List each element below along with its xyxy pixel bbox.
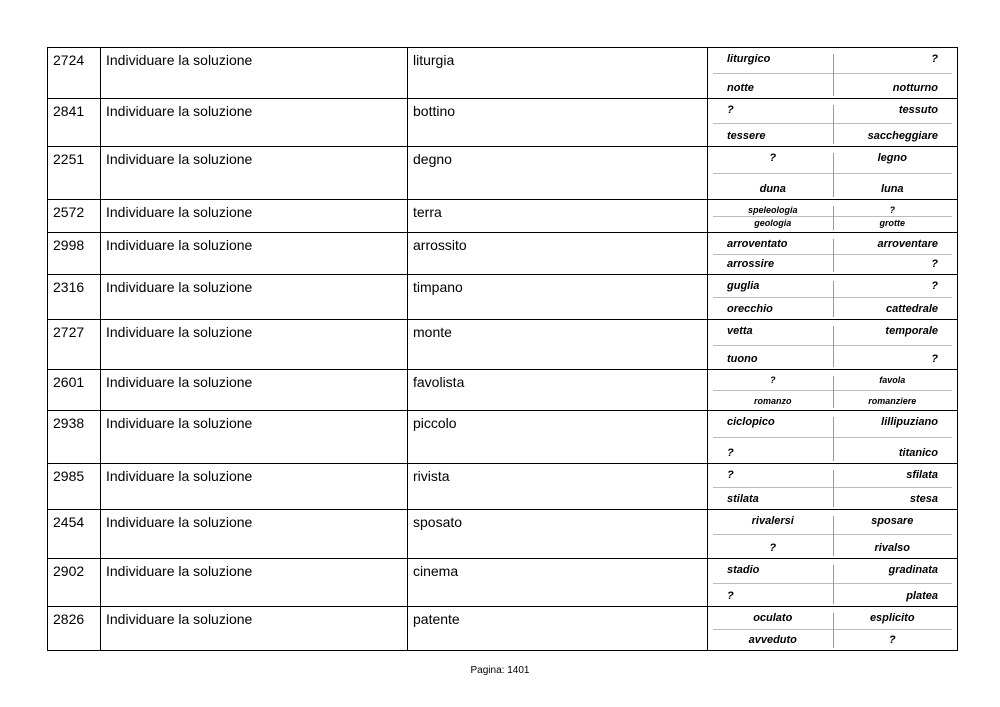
question-id: 2938 bbox=[48, 411, 101, 464]
question-word: arrossito bbox=[408, 233, 708, 275]
puzzle-cell bbox=[708, 320, 958, 370]
analogy-term-tl: ciclopico bbox=[727, 415, 775, 428]
table-row bbox=[48, 370, 958, 411]
analogy-term-br: titanico bbox=[898, 446, 938, 459]
analogy-term-bl: ? bbox=[769, 541, 777, 554]
analogy-grid bbox=[713, 371, 952, 410]
analogy-term-tr: legno bbox=[877, 151, 907, 164]
question-word: timpano bbox=[408, 275, 708, 320]
puzzle-cell bbox=[708, 510, 958, 559]
analogy-term-tr: temporale bbox=[885, 324, 938, 337]
analogy-grid bbox=[713, 412, 952, 463]
analogy-term-bl: romanzo bbox=[753, 395, 792, 406]
analogy-term-tl: stadio bbox=[727, 563, 760, 576]
analogy-term-tr: sfilata bbox=[906, 468, 938, 481]
analogy-term-tl: ? bbox=[727, 103, 734, 116]
question-task: Individuare la soluzione bbox=[101, 200, 408, 233]
analogy-term-br: cattedrale bbox=[886, 302, 938, 315]
analogy-term-bl: tuono bbox=[727, 352, 758, 365]
question-task: Individuare la soluzione bbox=[101, 99, 408, 147]
table-row bbox=[48, 147, 958, 200]
analogy-term-br: grotte bbox=[879, 217, 905, 228]
table-row bbox=[48, 275, 958, 320]
analogy-term-br: luna bbox=[880, 182, 904, 195]
puzzle-cell bbox=[708, 411, 958, 464]
analogy-term-bl: ? bbox=[727, 589, 734, 602]
question-word: terra bbox=[408, 200, 708, 233]
analogy-grid bbox=[713, 511, 952, 558]
puzzle-cell bbox=[708, 200, 958, 233]
question-id: 2601 bbox=[48, 370, 101, 411]
table-row bbox=[48, 464, 958, 510]
analogy-term-bl: geologia bbox=[754, 217, 792, 228]
question-task: Individuare la soluzione bbox=[101, 147, 408, 200]
question-task: Individuare la soluzione bbox=[101, 411, 408, 464]
question-word: piccolo bbox=[408, 411, 708, 464]
question-id: 2454 bbox=[48, 510, 101, 559]
question-word: liturgia bbox=[408, 48, 708, 99]
question-task: Individuare la soluzione bbox=[101, 320, 408, 370]
question-task: Individuare la soluzione bbox=[101, 607, 408, 651]
analogy-term-tr: ? bbox=[931, 52, 938, 65]
question-id: 2841 bbox=[48, 99, 101, 147]
puzzle-cell bbox=[708, 147, 958, 200]
question-id: 2985 bbox=[48, 464, 101, 510]
analogy-term-br: stesa bbox=[909, 492, 938, 505]
question-id: 2724 bbox=[48, 48, 101, 99]
analogy-grid bbox=[713, 49, 952, 98]
question-word: rivista bbox=[408, 464, 708, 510]
analogy-grid bbox=[713, 276, 952, 319]
question-word: sposato bbox=[408, 510, 708, 559]
table-row bbox=[48, 607, 958, 651]
analogy-term-bl: avveduto bbox=[748, 633, 797, 646]
analogy-term-br: ? bbox=[888, 633, 896, 646]
analogy-term-tl: guglia bbox=[727, 279, 760, 292]
analogy-term-bl: tessere bbox=[727, 129, 766, 142]
analogy-term-bl: ? bbox=[727, 446, 734, 459]
puzzle-cell bbox=[708, 607, 958, 651]
quiz-table bbox=[47, 47, 958, 651]
analogy-term-tr: lillipuziano bbox=[881, 415, 938, 428]
table-row bbox=[48, 233, 958, 275]
question-id: 2998 bbox=[48, 233, 101, 275]
puzzle-cell bbox=[708, 48, 958, 99]
grid-divider bbox=[833, 326, 834, 367]
grid-divider bbox=[833, 54, 834, 96]
analogy-term-tr: tessuto bbox=[898, 103, 938, 116]
analogy-term-bl: arrossire bbox=[727, 257, 775, 270]
grid-divider bbox=[833, 470, 834, 507]
analogy-grid bbox=[713, 201, 952, 232]
analogy-term-tr: ? bbox=[931, 279, 938, 292]
analogy-term-bl: duna bbox=[759, 182, 786, 195]
question-id: 2251 bbox=[48, 147, 101, 200]
table-row bbox=[48, 411, 958, 464]
page-number: Pagina: 1401 bbox=[470, 665, 530, 676]
analogy-term-bl: stilata bbox=[727, 492, 759, 505]
analogy-grid bbox=[713, 465, 952, 509]
table-row bbox=[48, 200, 958, 233]
analogy-term-tl: ? bbox=[770, 374, 776, 385]
analogy-grid bbox=[713, 560, 952, 606]
analogy-term-br: platea bbox=[906, 589, 938, 602]
table-row bbox=[48, 510, 958, 559]
question-id: 2316 bbox=[48, 275, 101, 320]
analogy-term-tl: vetta bbox=[727, 324, 753, 337]
question-task: Individuare la soluzione bbox=[101, 559, 408, 607]
puzzle-cell bbox=[708, 559, 958, 607]
analogy-term-br: rivalso bbox=[874, 541, 910, 554]
analogy-term-tl: ? bbox=[769, 151, 777, 164]
analogy-term-tl: ? bbox=[727, 468, 734, 481]
question-word: patente bbox=[408, 607, 708, 651]
analogy-term-br: ? bbox=[931, 352, 938, 365]
question-word: cinema bbox=[408, 559, 708, 607]
table-row bbox=[48, 48, 958, 99]
puzzle-cell bbox=[708, 99, 958, 147]
analogy-grid bbox=[713, 148, 952, 199]
analogy-term-br: romanziere bbox=[868, 395, 917, 406]
table-row bbox=[48, 99, 958, 147]
analogy-term-tl: oculato bbox=[753, 611, 793, 624]
grid-divider bbox=[833, 281, 834, 317]
table-row bbox=[48, 559, 958, 607]
grid-divider bbox=[833, 105, 834, 144]
analogy-grid bbox=[713, 608, 952, 650]
analogy-term-tr: arroventare bbox=[877, 237, 938, 250]
analogy-term-tl: rivalersi bbox=[751, 514, 794, 527]
grid-divider bbox=[833, 417, 834, 461]
question-task: Individuare la soluzione bbox=[101, 48, 408, 99]
analogy-term-tr: gradinata bbox=[888, 563, 938, 576]
puzzle-cell bbox=[708, 370, 958, 411]
question-task: Individuare la soluzione bbox=[101, 464, 408, 510]
analogy-term-bl: orecchio bbox=[727, 302, 773, 315]
analogy-term-tr: esplicito bbox=[869, 611, 915, 624]
question-id: 2902 bbox=[48, 559, 101, 607]
question-id: 2572 bbox=[48, 200, 101, 233]
analogy-term-br: notturno bbox=[892, 81, 938, 94]
analogy-term-tl: liturgico bbox=[727, 52, 771, 65]
analogy-term-bl: notte bbox=[727, 81, 754, 94]
question-task: Individuare la soluzione bbox=[101, 370, 408, 411]
table-row bbox=[48, 320, 958, 370]
grid-divider bbox=[833, 239, 834, 272]
question-word: favolista bbox=[408, 370, 708, 411]
question-word: monte bbox=[408, 320, 708, 370]
analogy-grid bbox=[713, 321, 952, 369]
analogy-term-tl: arroventato bbox=[727, 237, 788, 250]
question-id: 2826 bbox=[48, 607, 101, 651]
analogy-term-br: ? bbox=[931, 257, 938, 270]
analogy-grid bbox=[713, 100, 952, 146]
analogy-grid bbox=[713, 234, 952, 274]
question-task: Individuare la soluzione bbox=[101, 275, 408, 320]
question-task: Individuare la soluzione bbox=[101, 233, 408, 275]
puzzle-cell bbox=[708, 464, 958, 510]
analogy-term-tl: speleologia bbox=[747, 204, 798, 215]
puzzle-cell bbox=[708, 233, 958, 275]
question-word: bottino bbox=[408, 99, 708, 147]
analogy-term-br: saccheggiare bbox=[867, 129, 938, 142]
question-word: degno bbox=[408, 147, 708, 200]
question-id: 2727 bbox=[48, 320, 101, 370]
analogy-term-tr: ? bbox=[889, 204, 895, 215]
puzzle-cell bbox=[708, 275, 958, 320]
question-task: Individuare la soluzione bbox=[101, 510, 408, 559]
analogy-term-tr: favola bbox=[879, 374, 906, 385]
grid-divider bbox=[833, 565, 834, 604]
analogy-term-tr: sposare bbox=[871, 514, 914, 527]
